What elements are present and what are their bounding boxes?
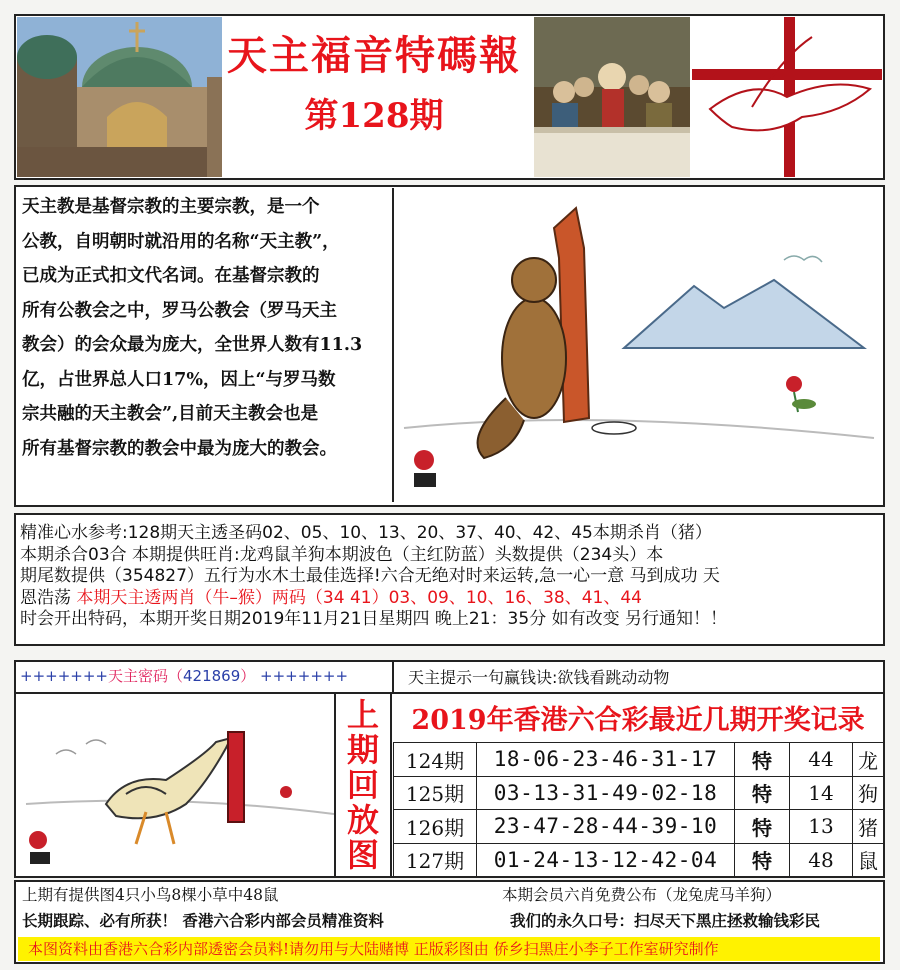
intro-line: 公教，自明朝时就沿用的名称“天主教”， bbox=[22, 231, 340, 252]
record-zodiac: 狗 bbox=[853, 776, 884, 810]
footer-right-1: 本期会员六肖免费公布（龙兔虎马羊狗） bbox=[502, 886, 782, 904]
table-row bbox=[394, 810, 884, 844]
reference-line: 时会开出特码，本期开奖日期2019年11月21日星期四 晚上21：35分 如有改变 另行通知！！ bbox=[20, 609, 728, 629]
record-special-label: 特 bbox=[735, 843, 790, 877]
reference-line: 精准心水参考:128期天主透圣码02、05、10、13、20、37、40、42、45本期杀肖（猪） bbox=[20, 523, 712, 543]
secret-code-value: 421869 bbox=[183, 667, 241, 685]
record-special: 48 bbox=[790, 843, 853, 877]
records-title: 2019年香港六合彩最近几期开奖记录 bbox=[411, 705, 865, 736]
record-special: 14 bbox=[790, 776, 853, 810]
paper-title: 天主福音特碼報 bbox=[227, 32, 521, 79]
record-special: 44 bbox=[790, 743, 853, 777]
marmot-illustration bbox=[392, 188, 880, 502]
secret-pluses-left: +++++++ bbox=[20, 667, 108, 685]
table-row bbox=[394, 843, 884, 877]
reference-text bbox=[20, 523, 882, 631]
intro-line: 教会）的会众最为庞大，全世界人数有11.3 bbox=[22, 335, 363, 355]
last-supper-image bbox=[534, 17, 690, 177]
goose-illustration bbox=[16, 694, 334, 876]
secret-label: 天主密码（ bbox=[107, 667, 183, 685]
replay-label bbox=[334, 694, 392, 876]
reference-highlight: 本期天主透两肖（牛–猴）两码（34 41）03、09、10、16、38、41、44 bbox=[76, 587, 642, 608]
record-zodiac: 猪 bbox=[853, 810, 884, 844]
replay-char: 回 bbox=[346, 766, 379, 804]
reference-line-4 bbox=[20, 588, 882, 610]
records-table-wrap bbox=[393, 742, 884, 877]
intro-line: 所有公教会之中，罗马公教会（罗马天主 bbox=[22, 300, 337, 321]
record-issue: 127期 bbox=[394, 843, 477, 877]
table-row bbox=[394, 776, 884, 810]
record-special-label: 特 bbox=[735, 743, 790, 777]
records-table bbox=[393, 742, 884, 877]
record-numbers: 23-47-28-44-39-10 bbox=[477, 810, 735, 844]
intro-line: 亿，占世界总人口17%，因上“与罗马数 bbox=[22, 369, 336, 390]
reference-line: 本期杀合03合 本期提供旺肖:龙鸡鼠羊狗本期波色（主红防蓝）头数提供（234头）本 bbox=[20, 544, 664, 565]
footer-banner: 本图资料由香港六合彩内部透密会员料!请勿用与大陆赌博 正版彩图由 侨乡扫黑庄小李子工作室研究制作 bbox=[18, 937, 880, 961]
intro-line: 宗共融的天主教会”,目前天主教会也是 bbox=[22, 404, 319, 424]
reference-line: 期尾数提供（354827）五行为水木土最佳选择!六合无绝对时来运转,急一心一意 马到成功 天 bbox=[20, 566, 720, 586]
record-numbers: 18-06-23-46-31-17 bbox=[477, 743, 735, 777]
record-zodiac: 龙 bbox=[853, 743, 884, 777]
intro-line: 天主教是基督宗教的主要宗教，是一个 bbox=[22, 197, 320, 217]
secret-pluses-right: +++++++ bbox=[255, 667, 349, 685]
replay-char: 放 bbox=[346, 801, 379, 839]
record-numbers: 03-13-31-49-02-18 bbox=[477, 776, 735, 810]
church-image bbox=[17, 17, 222, 177]
replay-char: 上 bbox=[346, 696, 379, 734]
record-special-label: 特 bbox=[735, 776, 790, 810]
intro-text bbox=[22, 190, 390, 466]
footer-left-1: 上期有提供图4只小鸟8棵小草中48鼠 bbox=[22, 886, 279, 904]
secret-code bbox=[20, 665, 380, 686]
record-special-label: 特 bbox=[735, 810, 790, 844]
reference-line-prefix: 恩浩荡 bbox=[20, 587, 77, 608]
record-issue: 124期 bbox=[394, 743, 477, 777]
tip-divider bbox=[392, 660, 394, 692]
replay-char: 图 bbox=[346, 836, 379, 874]
table-row bbox=[394, 743, 884, 777]
record-numbers: 01-24-13-12-42-04 bbox=[477, 843, 735, 877]
record-special: 13 bbox=[790, 810, 853, 844]
secret-close: ） bbox=[240, 667, 256, 685]
footer-left-2: 长期跟踪、必有所获！ 香港六合彩内部会员精准资料 bbox=[22, 911, 384, 930]
intro-line: 已成为正式扣文代名词。在基督宗教的 bbox=[22, 266, 320, 286]
record-issue: 126期 bbox=[394, 810, 477, 844]
intro-line: 所有基督宗教的教会中最为庞大的教会。 bbox=[22, 438, 337, 459]
issue-number: 第128期 bbox=[304, 96, 444, 136]
footer-right-2: 我们的永久口号：扫尽天下黑庄拯救输钱彩民 bbox=[510, 911, 821, 930]
tip-text: 天主提示一句赢钱诀:欲钱看跳动动物 bbox=[408, 668, 670, 687]
record-issue: 125期 bbox=[394, 776, 477, 810]
replay-char: 期 bbox=[346, 731, 379, 769]
cross-dove-image bbox=[692, 17, 882, 177]
record-zodiac: 鼠 bbox=[853, 843, 884, 877]
